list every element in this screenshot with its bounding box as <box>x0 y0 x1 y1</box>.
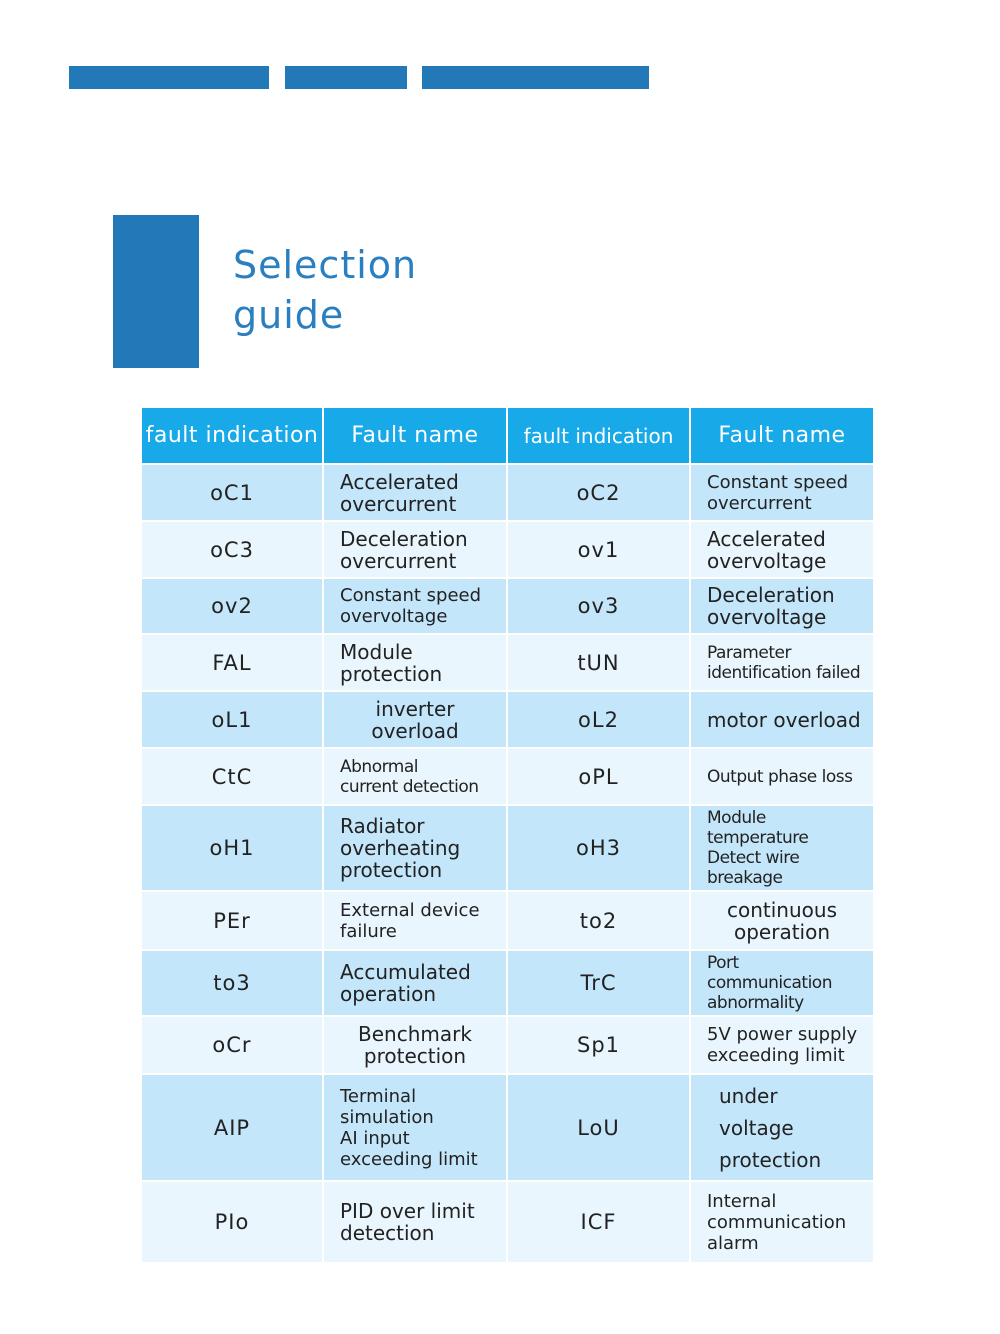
fault-name-cell: Benchmark protection <box>323 1016 507 1074</box>
fault-name-cell: Constant speed overcurrent <box>690 464 874 521</box>
fault-code-cell: tUN <box>507 634 690 691</box>
top-decorative-bar-1 <box>69 66 269 89</box>
fault-code-cell: TrC <box>507 950 690 1016</box>
fault-name-cell: 5V power supply exceeding limit <box>690 1016 874 1074</box>
fault-name-cell: Accumulated operation <box>323 950 507 1016</box>
fault-name-cell: Internal communication alarm <box>690 1181 874 1263</box>
fault-name-cell: External device failure <box>323 891 507 950</box>
table-header-row <box>141 407 874 464</box>
fault-code-cell: oC2 <box>507 464 690 521</box>
page-title: Selection guide <box>233 243 418 337</box>
fault-code-cell: PEr <box>141 891 323 950</box>
fault-code-cell: oH1 <box>141 805 323 891</box>
fault-name-cell: Deceleration overcurrent <box>323 521 507 578</box>
fault-name-cell: Terminal simulation AI input exceeding limit <box>323 1074 507 1181</box>
fault-name-cell: Radiator overheating protection <box>323 805 507 891</box>
fault-name-cell: motor overload <box>690 691 874 748</box>
table-row <box>141 748 874 805</box>
top-decorative-bar-3 <box>422 66 649 89</box>
fault-name-cell: Deceleration overvoltage <box>690 578 874 634</box>
fault-code-cell: AIP <box>141 1074 323 1181</box>
table-row <box>141 1181 874 1263</box>
table-row <box>141 634 874 691</box>
section-accent-block <box>113 215 199 368</box>
column-header-fault-indication: fault indication <box>507 407 690 464</box>
top-decorative-bar-2 <box>285 66 407 89</box>
fault-name-cell: Port communication abnormality <box>690 950 874 1016</box>
table-row <box>141 578 874 634</box>
fault-code-cell: CtC <box>141 748 323 805</box>
fault-code-cell: oH3 <box>507 805 690 891</box>
fault-name-cell: continuous operation <box>690 891 874 950</box>
fault-name-cell: Accelerated overcurrent <box>323 464 507 521</box>
column-header-fault-name: Fault name <box>690 407 874 464</box>
fault-name-cell: Module protection <box>323 634 507 691</box>
fault-code-cell: LoU <box>507 1074 690 1181</box>
fault-name-cell: Abnormal current detection <box>323 748 507 805</box>
fault-code-cell: ov3 <box>507 578 690 634</box>
fault-code-cell: oC1 <box>141 464 323 521</box>
table-row <box>141 1074 874 1181</box>
column-header-fault-name: Fault name <box>323 407 507 464</box>
fault-code-cell: oPL <box>507 748 690 805</box>
fault-code-table <box>140 406 875 1264</box>
table-row <box>141 464 874 521</box>
fault-code-cell: to2 <box>507 891 690 950</box>
fault-code-cell: ov1 <box>507 521 690 578</box>
fault-code-cell: oC3 <box>141 521 323 578</box>
table-row <box>141 950 874 1016</box>
table-row <box>141 805 874 891</box>
fault-name-cell: Module temperature Detect wire breakage <box>690 805 874 891</box>
table-row <box>141 1016 874 1074</box>
fault-name-cell: Output phase loss <box>690 748 874 805</box>
table-row <box>141 891 874 950</box>
fault-name-cell: Accelerated overvoltage <box>690 521 874 578</box>
table-row <box>141 691 874 748</box>
fault-name-cell: Parameter identification failed <box>690 634 874 691</box>
column-header-fault-indication: fault indication <box>141 407 323 464</box>
fault-code-cell: oCr <box>141 1016 323 1074</box>
fault-name-cell: inverter overload <box>323 691 507 748</box>
fault-code-cell: ov2 <box>141 578 323 634</box>
fault-code-cell: oL2 <box>507 691 690 748</box>
fault-code-cell: FAL <box>141 634 323 691</box>
fault-name-cell: PID over limit detection <box>323 1181 507 1263</box>
fault-name-cell: under voltage protection <box>690 1074 874 1181</box>
fault-code-cell: oL1 <box>141 691 323 748</box>
table-row <box>141 521 874 578</box>
fault-code-cell: PIo <box>141 1181 323 1263</box>
fault-name-cell: Constant speed overvoltage <box>323 578 507 634</box>
fault-code-cell: Sp1 <box>507 1016 690 1074</box>
fault-code-cell: ICF <box>507 1181 690 1263</box>
fault-code-cell: to3 <box>141 950 323 1016</box>
